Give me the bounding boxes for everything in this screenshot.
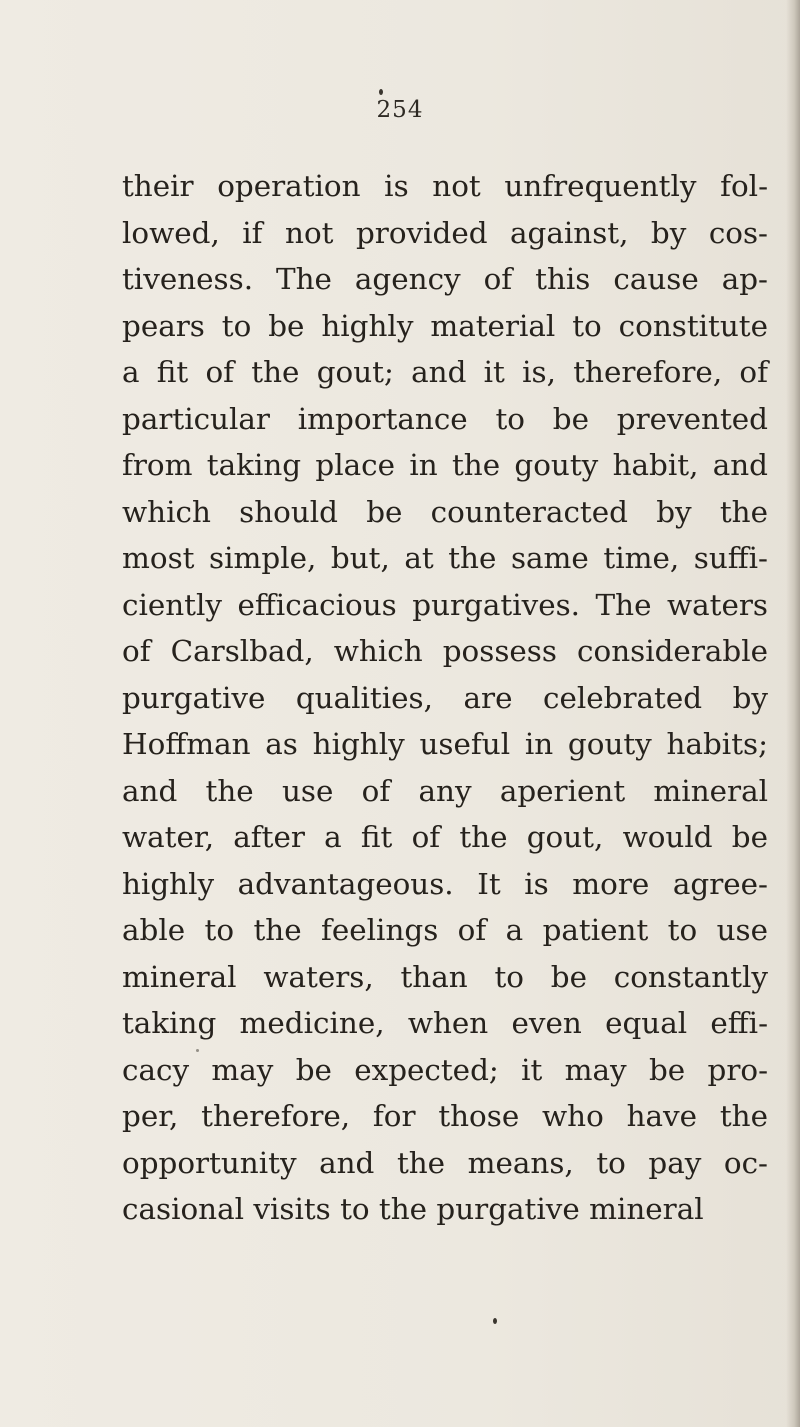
text-line: water, after a fit of the gout, would be	[122, 820, 768, 854]
text-line: taking medicine, when even equal effi-	[122, 1006, 768, 1040]
text-line: per, therefore, for those who have the	[122, 1099, 768, 1133]
text-line: ciently efficacious purgatives. The waters	[122, 587, 768, 622]
text-line: opportunity and the means, to pay oc-	[122, 1145, 768, 1180]
text-line: casional visits to the purgative mineral	[122, 1192, 704, 1226]
text-line: Hoffman as highly useful in gouty habits;	[122, 727, 768, 761]
text-line: tiveness. The agency of this cause ap-	[122, 262, 768, 296]
text-line: and the use of any aperient mineral	[122, 773, 768, 808]
text-line: pears to be highly material to constitute	[122, 308, 768, 343]
text-line: of Carslbad, which possess considerable	[122, 634, 768, 668]
text-line: able to the feelings of a patient to use	[122, 913, 768, 947]
text-line: lowed, if not provided against, by cos-	[122, 215, 768, 250]
page-number: 254	[376, 97, 424, 123]
text-line: cacy may be expected; it may be pro-	[122, 1052, 768, 1087]
text-line: a fit of the gout; and it is, therefore, of	[122, 355, 768, 389]
text-line: most simple, but, at the same time, suffi-	[122, 541, 768, 575]
text-line: highly advantageous. It is more agree-	[122, 866, 768, 901]
page-edge-shadow	[786, 0, 800, 1427]
text-line: purgative qualities, are celebrated by	[122, 680, 768, 715]
text-line: their operation is not unfrequently fol-	[122, 169, 768, 203]
ink-speck	[493, 1318, 497, 1324]
text-line: from taking place in the gouty habit, and	[122, 448, 768, 482]
body-text	[122, 163, 768, 1233]
text-line: particular importance to be prevented	[122, 401, 768, 436]
ink-speck	[379, 89, 383, 95]
text-line: mineral waters, than to be constantly	[122, 959, 768, 994]
text-line: which should be counteracted by the	[122, 494, 768, 529]
